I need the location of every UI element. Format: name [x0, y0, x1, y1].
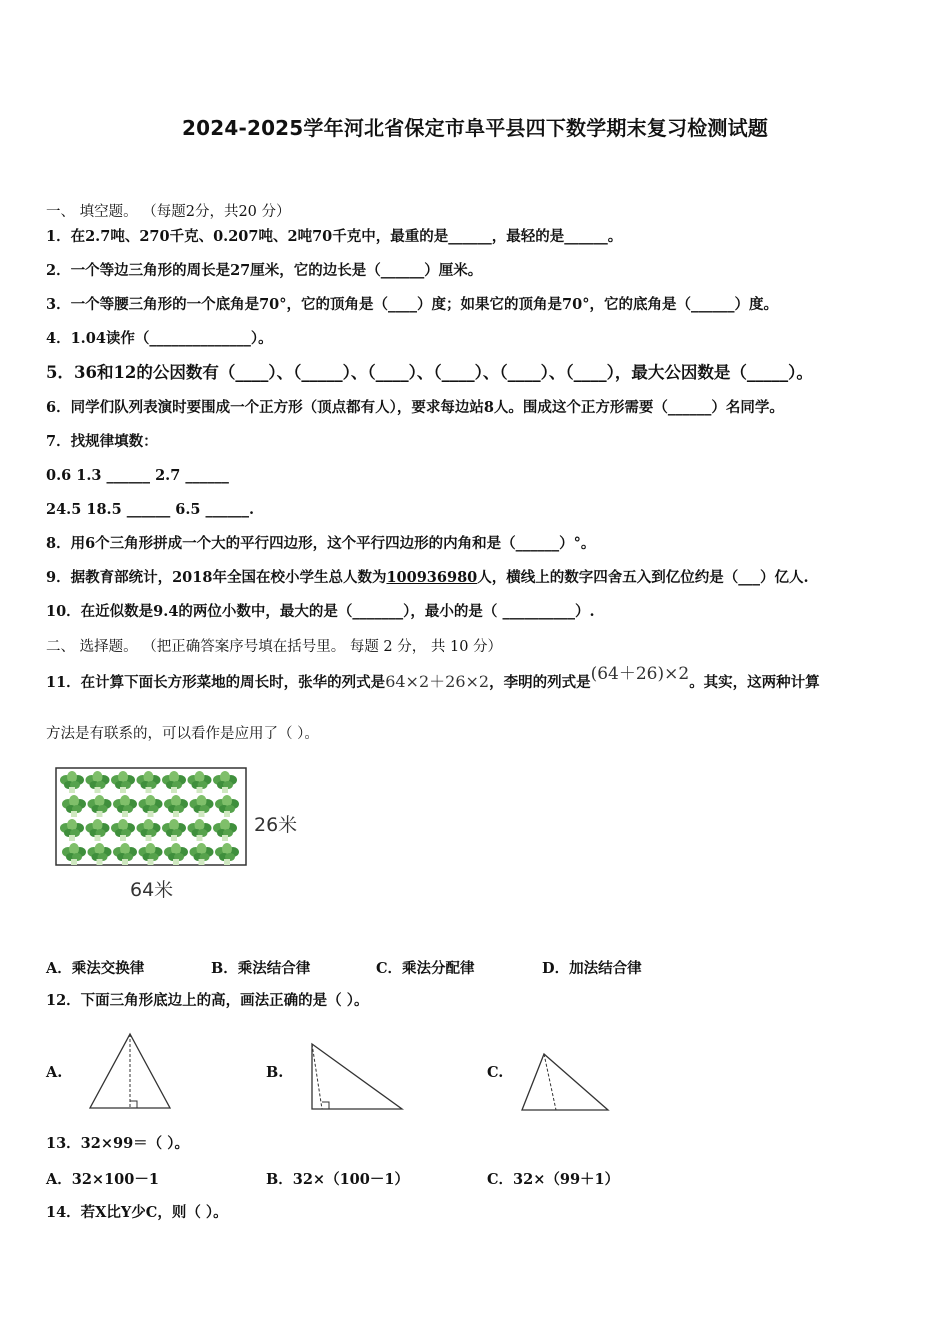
option-c[interactable]: C．乘法分配律	[376, 960, 475, 977]
question-7-sequence-b: 24.5 18.5 ______ 6.5 ______.	[46, 501, 255, 518]
page-title: 2024-2025学年河北省保定市阜平县四下数学期末复习检测试题	[181, 116, 769, 140]
triangle-c-shape	[522, 1054, 608, 1110]
question-7: 7．找规律填数：	[46, 433, 158, 450]
option-a[interactable]: A．32×100－1	[46, 1171, 159, 1188]
question-2: 2．一个等边三角形的周长是27厘米，它的边长是（______）厘米。	[46, 262, 483, 279]
question-8: 8．用6个三角形拼成一个大的平行四边形，这个平行四边形的内角和是（______）°。	[46, 535, 596, 552]
option-d[interactable]: D．加法结合律	[542, 960, 642, 977]
triangle-a-figure	[88, 1032, 174, 1116]
triangle-b-height	[312, 1044, 322, 1109]
question-11-part1: 11．在计算下面长方形菜地的周长时，张华的列式是	[46, 674, 386, 691]
option-b[interactable]: B．32×（100－1）	[266, 1171, 409, 1188]
question-11-part2: ，李明的列式是	[489, 674, 591, 691]
question-10: 10．在近似数是9.4的两位小数中，最大的是（_______），最小的是（ __________）.	[46, 603, 595, 620]
question-9	[46, 568, 809, 588]
triangle-c-figure	[520, 1052, 612, 1118]
option-b[interactable]: B．乘法结合律	[211, 960, 311, 977]
triangle-b-figure	[310, 1042, 406, 1118]
question-7-sequence-a: 0.6 1.3 ______ 2.7 ______	[46, 467, 229, 484]
question-11-expr2: (64＋26)×2	[590, 664, 690, 684]
question-1: 1．在2.7吨、270千克、0.207吨、2吨70千克中，最重的是______，最轻的是______。	[46, 228, 623, 245]
question-13: 13．32×99＝（ ）。	[46, 1135, 189, 1152]
triangle-c-label[interactable]: C.	[487, 1064, 504, 1081]
triangle-b-svg	[310, 1042, 406, 1114]
section-1-header: 一、 填空题。 （每题2分，共20 分）	[46, 204, 291, 220]
triangle-a-label[interactable]: A.	[46, 1064, 63, 1081]
question-11-line2: 方法是有联系的，可以看作是应用了（ ）。	[46, 726, 319, 742]
question-9-text-after: 人，横线上的数字四舍五入到亿位约是（___）亿人.	[477, 569, 809, 586]
triangle-a-svg	[88, 1032, 174, 1112]
triangle-a-right-angle	[130, 1101, 137, 1108]
question-3: 3．一个等腰三角形的一个底角是70°，它的顶角是（____）度；如果它的顶角是70°，它的底角是（______）度。	[46, 296, 778, 313]
option-a[interactable]: A．乘法交换律	[46, 960, 145, 977]
question-11-expr1: 64×2＋26×2	[385, 672, 490, 691]
question-6: 6．同学们队列表演时要围成一个正方形（顶点都有人），要求每边站8人。围成这个正方形需要（______）名同学。	[46, 399, 784, 416]
section-2-header: 二、 选择题。 （把正确答案序号填在括号里。 每题 2 分， 共 10 分）	[46, 639, 503, 655]
triangle-b-shape	[312, 1044, 402, 1109]
option-c[interactable]: C．32×（99＋1）	[487, 1171, 620, 1188]
field-length-label: 64米	[130, 879, 174, 901]
question-9-number: 100936980	[386, 569, 478, 586]
triangle-b-label[interactable]: B.	[266, 1064, 284, 1081]
question-11	[46, 664, 820, 693]
question-9-text-before: 9．据教育部统计，2018年全国在校小学生总人数为	[46, 569, 387, 586]
question-4: 4．1.04读作（______________）。	[46, 330, 273, 347]
question-12: 12．下面三角形底边上的高，画法正确的是（ ）。	[46, 992, 369, 1009]
triangle-c-svg	[520, 1052, 612, 1114]
question-5: 5．36和12的公因数有（____）、（_____）、（____）、（____）、（____）、（____），最大公因数是（_____）。	[46, 363, 813, 382]
question-14: 14．若X比Y少C，则（ ）。	[46, 1204, 228, 1221]
field-width-label: 26米	[254, 814, 298, 836]
question-11-part3: 。其实，这两种计算	[689, 674, 820, 691]
triangle-b-right-angle	[322, 1102, 329, 1109]
